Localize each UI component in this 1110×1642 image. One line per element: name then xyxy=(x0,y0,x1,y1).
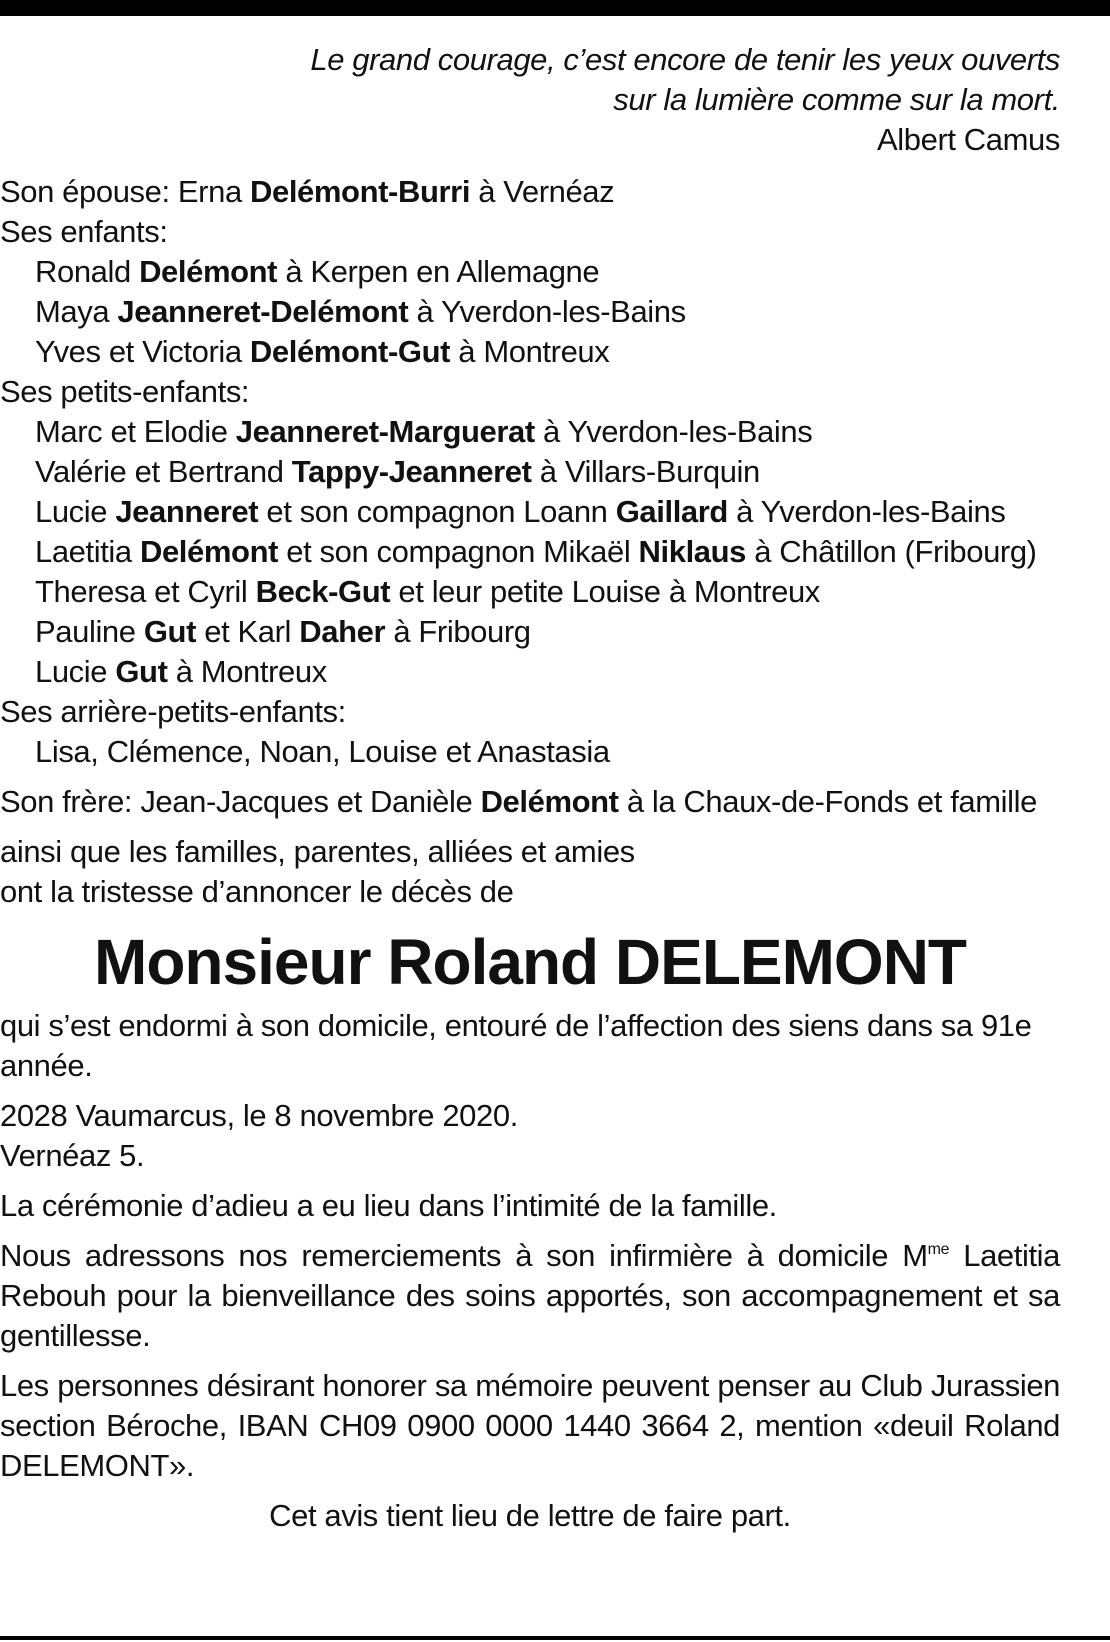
spouse-line xyxy=(0,172,1060,212)
child-entry: Yves et Victoria Delémont-Gut à Montreux xyxy=(35,334,610,369)
spouse-surname: Delémont-Burri xyxy=(250,174,471,209)
child-entry: Maya Jeanneret-Delémont à Yverdon-les-Bains xyxy=(35,294,686,329)
ceremony-text: La cérémonie d’adieu a eu lieu dans l’intimité de la famille. xyxy=(0,1188,777,1223)
address-line: Vernéaz 5. xyxy=(0,1138,145,1173)
thanks-paragraph: Nous adressons nos remerciements à son infirmière à domicile $M^{me}$ Laetitia Rebouh pour la bienveillance des soins apportés, son accompagnement et sa gentillesse. xyxy=(0,1238,1060,1353)
brother-line: Son frère: Jean-Jacques et Danièle Delémont à la Chaux-de-Fonds et famille xyxy=(0,784,1037,819)
grandchild-entry: Lucie Jeanneret et son compagnon Loann Gaillard à Yverdon-les-Bains xyxy=(35,494,1006,529)
grandchildren-heading: Ses petits-enfants: xyxy=(0,374,250,409)
grandchild-entry: Lucie Gut à Montreux xyxy=(35,654,327,689)
children-heading: Ses enfants: xyxy=(0,214,168,249)
grandchild-entry: Marc et Elodie Jeanneret-Marguerat à Yverdon-les-Bains xyxy=(35,414,813,449)
quote-line: Le grand courage, c’est encore de tenir les yeux ouverts xyxy=(310,42,1060,77)
passing-text: qui s’est endormi à son domicile, entouré de l’affection des siens dans sa 91e année. xyxy=(0,1008,1032,1083)
place-date xyxy=(0,1096,1060,1176)
bottom-border-rule xyxy=(0,1636,1110,1640)
great-grandchildren-heading: Ses arrière-petits-enfants: xyxy=(0,694,346,729)
child-entry: Ronald Delémont à Kerpen en Allemagne xyxy=(35,254,600,289)
top-border-rule xyxy=(0,0,1110,16)
obituary-notice xyxy=(0,40,1060,1536)
spouse-prefix: Son épouse: Erna xyxy=(0,174,250,209)
great-grandchildren-names: Lisa, Clémence, Noan, Louise et Anastasia xyxy=(35,734,610,769)
family-list xyxy=(0,172,1060,772)
families-line: ont la tristesse d’annoncer le décès de xyxy=(0,874,514,909)
closing-line: Cet avis tient lieu de lettre de faire part. xyxy=(269,1498,791,1533)
deceased-name: Monsieur Roland DELEMONT xyxy=(94,926,966,998)
title-superscript: me xyxy=(927,1241,950,1258)
quote-author: Albert Camus xyxy=(877,122,1060,157)
grandchild-entry: Valérie et Bertrand Tappy-Jeanneret à Villars-Burquin xyxy=(35,454,760,489)
grandchild-entry: Pauline Gut et Karl Daher à Fribourg xyxy=(35,614,531,649)
epigraph-quote xyxy=(0,40,1060,160)
families-line: ainsi que les familles, parentes, alliées et amies xyxy=(0,834,635,869)
place-date-line: 2028 Vaumarcus, le 8 novembre 2020. xyxy=(0,1098,518,1133)
spouse-location: à Vernéaz xyxy=(470,174,615,209)
grandchild-entry: Laetitia Delémont et son compagnon Mikaël Niklaus à Châtillon (Fribourg) xyxy=(35,534,1037,569)
donation-paragraph: Les personnes désirant honorer sa mémoire peuvent penser au Club Jurassien section Béroche, IBAN CH09 0900 0000 1440 3664 2, mention «deuil Roland DELEMONT». xyxy=(0,1368,1060,1483)
quote-line: sur la lumière comme sur la mort. xyxy=(613,82,1060,117)
families-announcement xyxy=(0,832,1060,912)
grandchild-entry: Theresa et Cyril Beck-Gut et leur petite Louise à Montreux xyxy=(35,574,820,609)
